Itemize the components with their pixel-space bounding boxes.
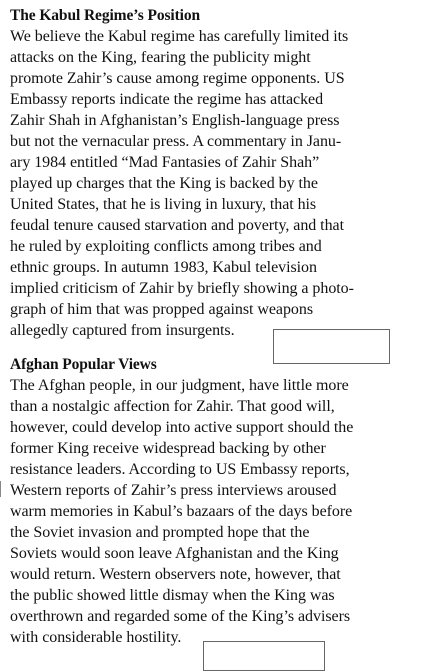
- section-heading: The Kabul Regime’s Position: [10, 7, 201, 24]
- redaction-box: [203, 641, 325, 671]
- margin-mark: [0, 481, 1, 497]
- section-body: We believe the Kabul regime has carefully limited its attacks on the King, fearing the publicity might promote Zahir’s cause among regime opponents. US Embassy reports indicate the regime has attacked Zahir Shah in Afghanistan’s English-language press but not the vernacular press. A commentary in Janu- ary 1984 entitled “Mad Fantasies of Zahir Shah” played up charges that the King is backed by the United States, that he is living in luxury, that his feudal tenure caused starvation and poverty, and that he ruled by exploiting conflicts among tribes and ethnic groups. In autumn 1983, Kabul television implied criticism of Zahir by briefly showing a photo- graph of him that was propped against weapons allegedly captured from insurgents.: [10, 28, 354, 339]
- section-afghan-popular-views: [10, 355, 416, 648]
- document-page: [10, 6, 416, 648]
- section-body: The Afghan people, in our judgment, have little more than a nostalgic affection for Zahir. That good will, however, could develop into active support should the former King receive widespread backing by other resistance leaders. According to US Embassy reports, Western reports of Zahir’s press interviews aroused warm memories in Kabul’s bazaars of the days before the Soviet invasion and prompted hope that the Soviets would soon leave Afghanistan and the King would return. Western observers note, however, that the public showed little dismay when the King was overthrown and regarded some of the King’s advisers with considerable hostility.: [10, 377, 354, 646]
- section-kabul-regime: [10, 6, 416, 341]
- section-heading: Afghan Popular Views: [10, 356, 157, 373]
